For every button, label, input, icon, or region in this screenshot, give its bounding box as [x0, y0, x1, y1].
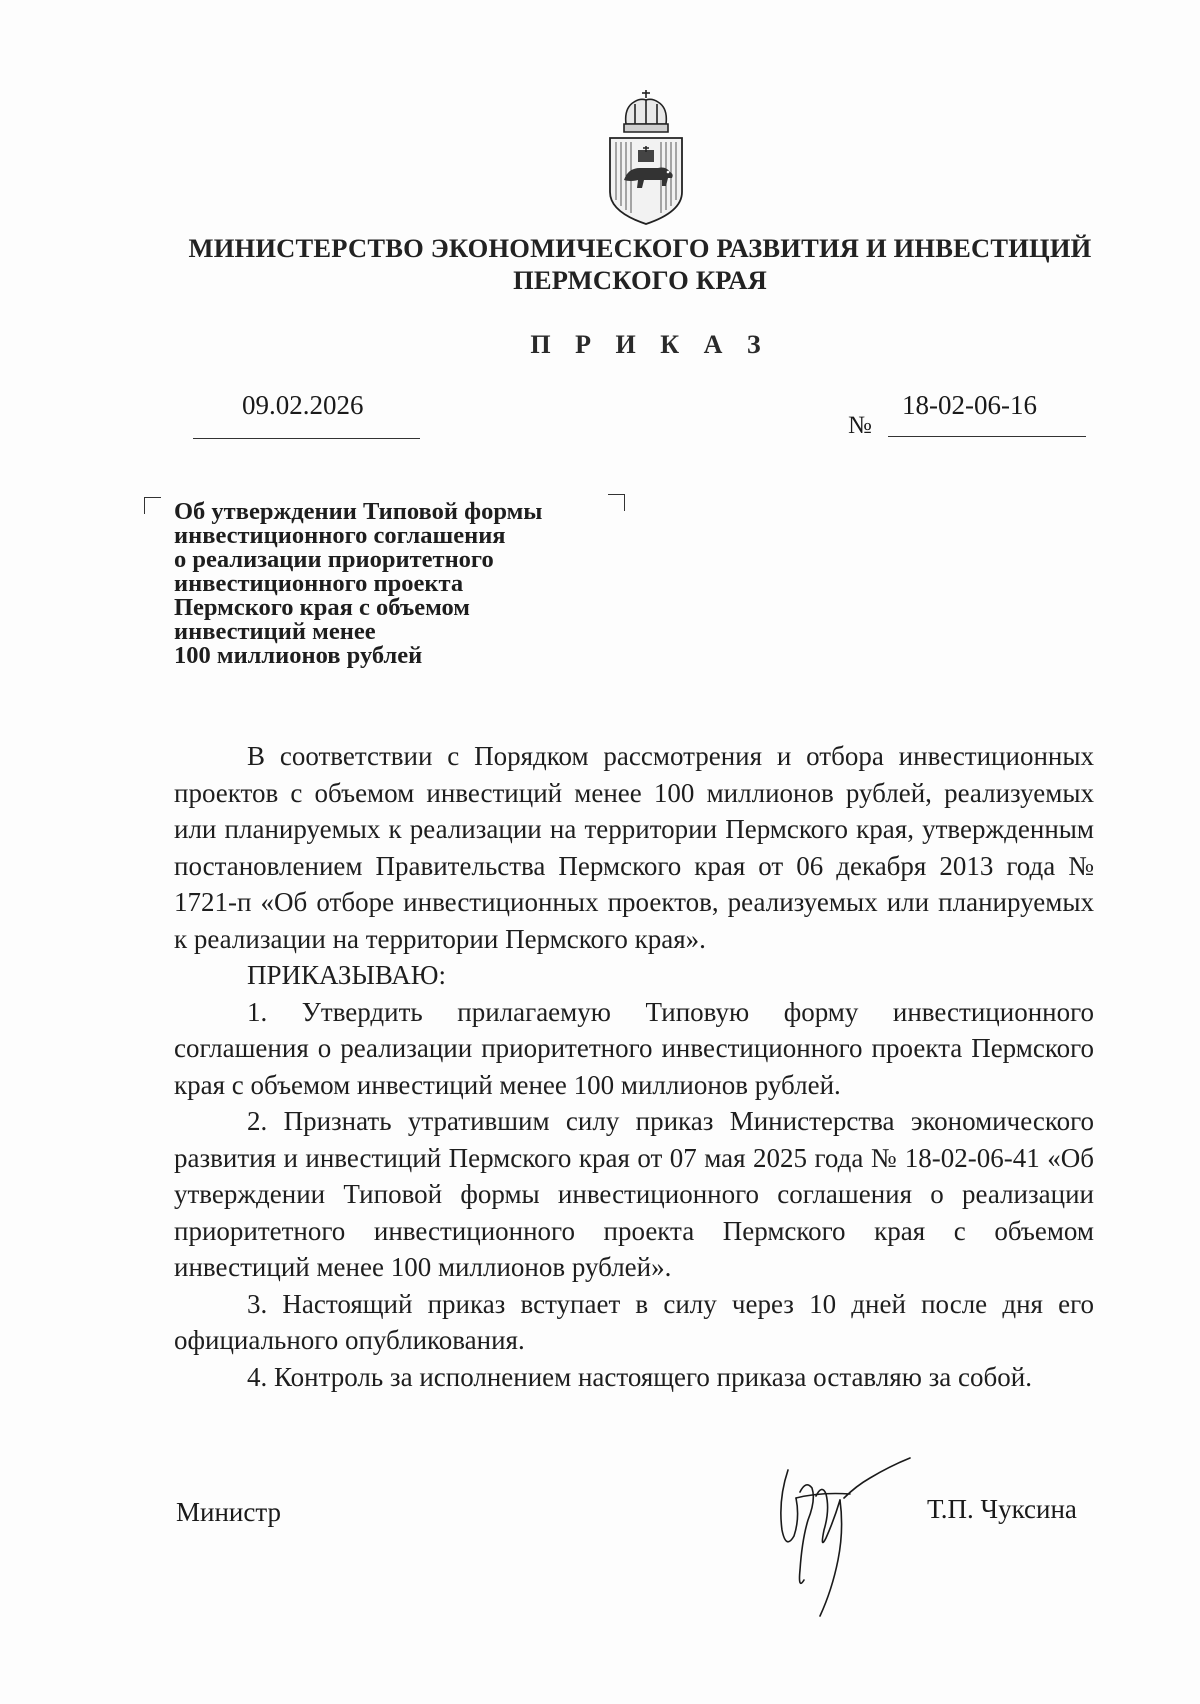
- subject-line: о реализации приоритетного: [174, 546, 494, 573]
- order-item-4: 4. Контроль за исполнением настоящего приказа оставляю за собой.: [247, 1361, 1032, 1392]
- subject-line: 100 миллионов рублей: [174, 642, 423, 669]
- ministry-name-line2: ПЕРМСКОГО КРАЯ: [513, 265, 767, 295]
- order-subject: [174, 500, 624, 668]
- subject-line: инвестиций менее: [174, 618, 376, 645]
- subject-line: Об утверждении Типовой формы: [174, 498, 543, 525]
- signatory-name: Т.П. Чуксина: [927, 1494, 1077, 1524]
- signatory-position: Министр: [176, 1497, 281, 1527]
- order-date: 09.02.2026: [242, 390, 364, 420]
- preamble-paragraph: В соответствии с Порядком рассмотрения и отбора инвестиционных проектов с объемом инвестиций менее 100 миллионов рублей, реализуемых или планируемых к реализации на территории Пермского края, утвержденным постановлением Правительства Пермского края от 06 декабря 2013 года № 1721-п «Об отборе инвестиционных проектов, реализуемых или планируемых к реализации на территории Пермского края».: [174, 741, 1094, 954]
- subject-line: инвестиционного соглашения: [174, 522, 506, 549]
- decree-word: ПРИКАЗЫВАЮ:: [247, 960, 446, 990]
- number-sign: №: [848, 412, 872, 439]
- subject-line: Пермского края с объемом: [174, 594, 470, 621]
- order-number: 18-02-06-16: [902, 390, 1037, 420]
- ministry-name: [150, 232, 1130, 296]
- subject-line: инвестиционного проекта: [174, 570, 464, 597]
- subject-corner-left: [144, 497, 161, 514]
- document-type: П Р И К А З: [530, 330, 770, 359]
- coat-of-arms-icon: [604, 88, 688, 228]
- order-body: [174, 738, 1094, 1395]
- date-underline: [193, 438, 420, 439]
- handwritten-signature-icon: [760, 1440, 940, 1630]
- number-underline: [888, 436, 1086, 437]
- order-item-1: 1. Утвердить прилагаемую Типовую форму инвестиционного соглашения о реализации приоритетного инвестиционного проекта Пермского края с объемом инвестиций менее 100 миллионов рублей.: [174, 996, 1094, 1100]
- order-item-3: 3. Настоящий приказ вступает в силу через 10 дней после дня его официального опубликования.: [174, 1288, 1094, 1355]
- order-item-2: 2. Признать утратившим силу приказ Министерства экономического развития и инвестиций Пермского края от 07 мая 2025 года № 18-02-06-41 «Об утверждении Типовой формы инвестиционного соглашения о реализации приоритетного инвестиционного проекта Пермского края с объемом инвестиций менее 100 миллионов рублей».: [174, 1106, 1094, 1282]
- ministry-name-line1: МИНИСТЕРСТВО ЭКОНОМИЧЕСКОГО РАЗВИТИЯ И ИНВЕСТИЦИЙ: [188, 233, 1092, 263]
